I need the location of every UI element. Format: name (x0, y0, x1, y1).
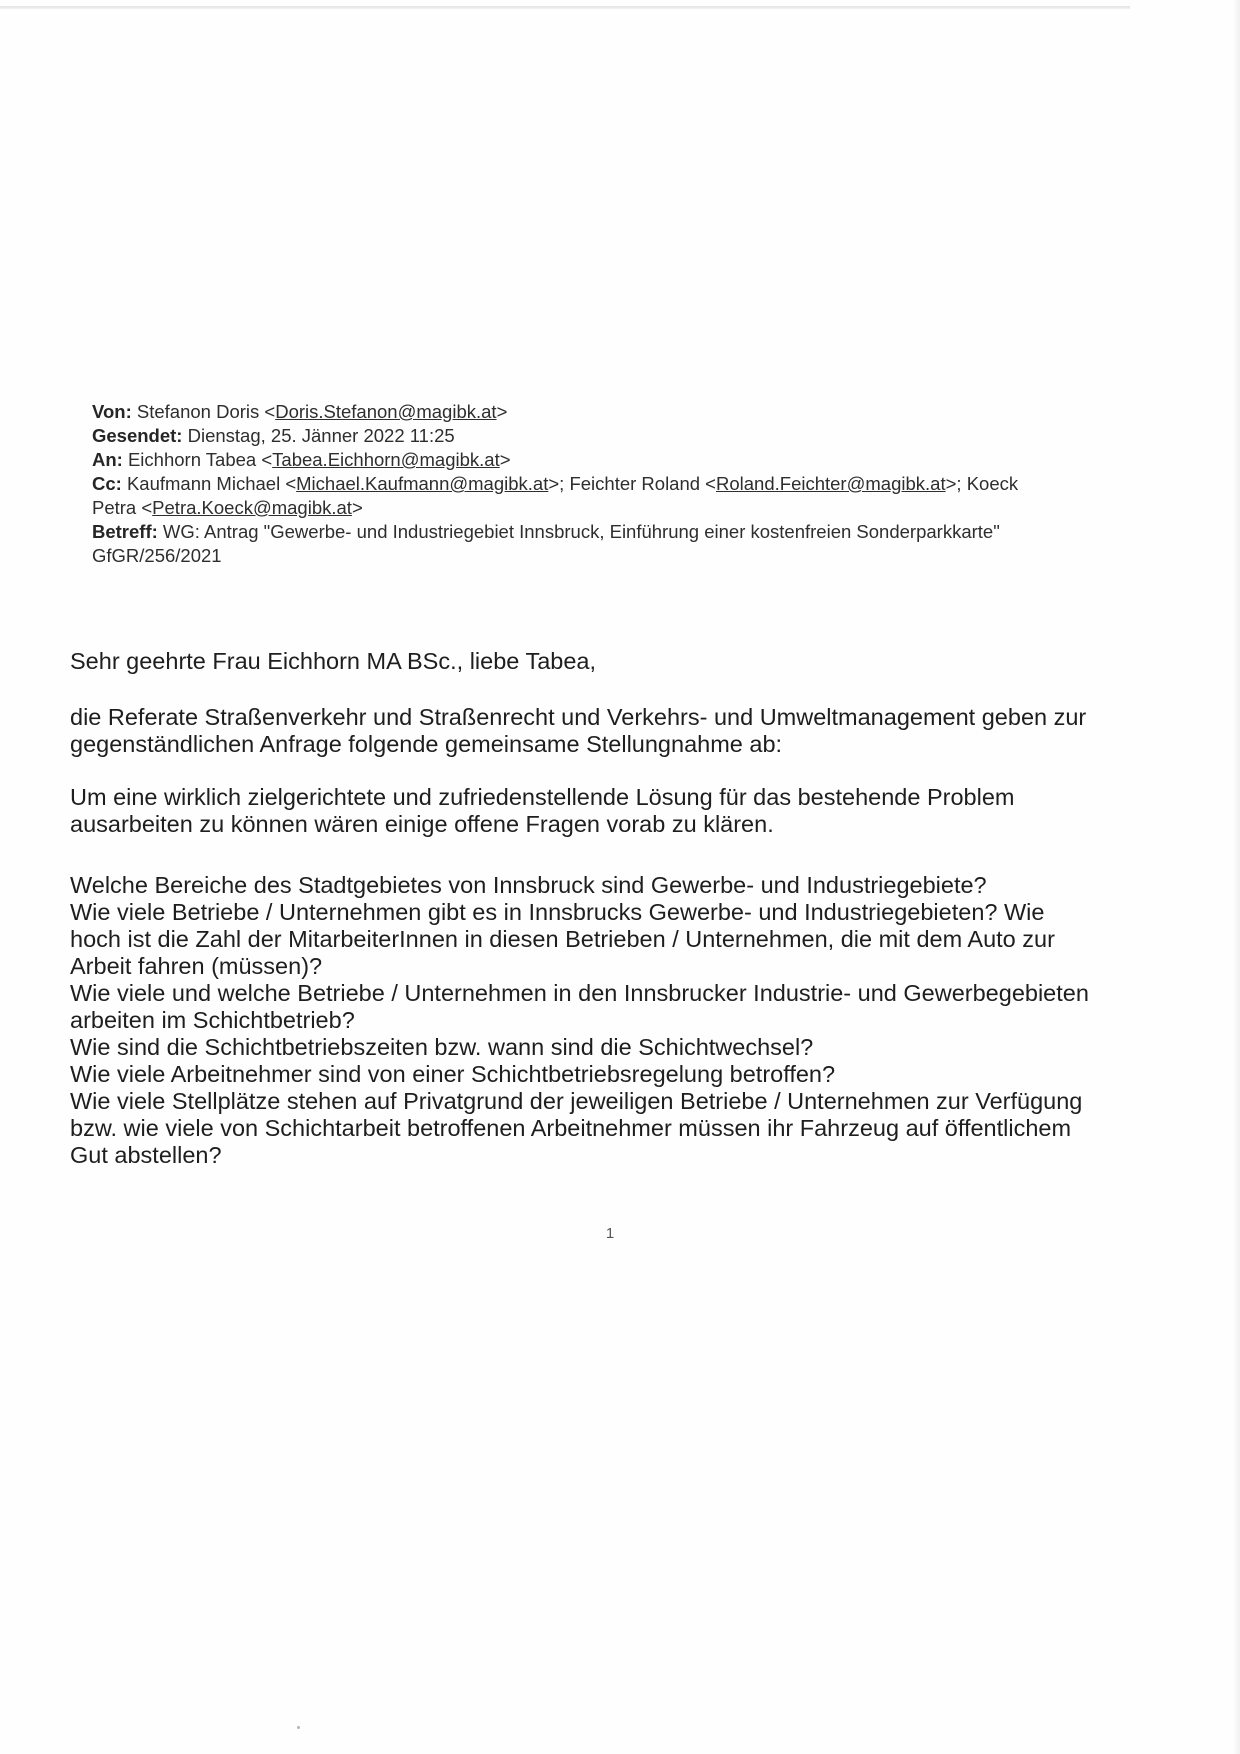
letter-body (70, 648, 1160, 1169)
question-line: Wie viele Arbeitnehmer sind von einer Schichtbetriebsregelung betroffen? (70, 1061, 836, 1087)
questions-paragraph (70, 872, 1160, 1169)
cc-email-link-3[interactable]: Petra.Koeck@magibk.at (152, 497, 352, 518)
to-email-link[interactable]: Tabea.Eichhorn@magibk.at (272, 449, 500, 470)
to-name: Eichhorn Tabea (127, 449, 257, 470)
top-border-line (0, 6, 1130, 9)
to-row: An: Eichhorn Tabea <Tabea.Eichhorn@magibk.at> (92, 449, 511, 470)
email-header (92, 400, 1122, 568)
question-line: Wie sind die Schichtbetriebszeiten bzw. wann sind die Schichtwechsel? (70, 1034, 814, 1060)
subject-row: Betreff: WG: Antrag "Gewerbe- und Industriegebiet Innsbruck, Einführung einer kostenfreien Sonderparkkarte" GfGR/256/2021 (92, 521, 1000, 566)
cc-name-3-cont: Petra (92, 497, 137, 518)
subject-text: WG: Antrag "Gewerbe- und Industriegebiet Innsbruck, Einführung einer kostenfreien Sonderparkkarte" (162, 521, 1000, 542)
cc-name-1: Kaufmann Michael (126, 473, 281, 494)
context-paragraph: Um eine wirklich zielgerichtete und zufriedenstellende Lösung für das bestehende Problem ausarbeiten zu können wären einige offene Fragen vorab zu klären. (70, 784, 1015, 837)
cc-email-link-1[interactable]: Michael.Kaufmann@magibk.at (296, 473, 549, 494)
cc-email-link-2[interactable]: Roland.Feichter@magibk.at (716, 473, 946, 494)
cc-row: Cc: Kaufmann Michael <Michael.Kaufmann@magibk.at>; Feichter Roland <Roland.Feichter@magibk.at>; Koeck Petra <Petra.Koeck@magibk.at> (92, 473, 1019, 518)
question-line: Wie viele Stellplätze stehen auf Privatgrund der jeweiligen Betriebe / Unternehmen zur Verfügung (70, 1088, 1083, 1114)
sent-row: Gesendet: Dienstag, 25. Jänner 2022 11:25 (92, 425, 455, 446)
question-line: bzw. wie viele von Schichtarbeit betroffenen Arbeitnehmer müssen ihr Fahrzeug auf öffentlichem (70, 1115, 1072, 1141)
question-line: hoch ist die Zahl der MitarbeiterInnen in diesen Betrieben / Unternehmen, die mit dem Auto zur (70, 926, 1055, 952)
question-line: Wie viele Betriebe / Unternehmen gibt es in Innsbrucks Gewerbe- und Industriegebieten? Wie (70, 899, 1045, 925)
intro-paragraph: die Referate Straßenverkehr und Straßenrecht und Verkehrs- und Umweltmanagement geben zur gegenständlichen Anfrage folgende gemeinsame Stellungnahme ab: (70, 704, 1087, 757)
greeting: Sehr geehrte Frau Eichhorn MA BSc., liebe Tabea, (70, 648, 597, 674)
from-row: Von: Stefanon Doris <Doris.Stefanon@magibk.at> (92, 401, 508, 422)
cc-name-3: Koeck (966, 473, 1019, 494)
question-line: Gut abstellen? (70, 1142, 222, 1168)
page-number: 1 (605, 1225, 615, 1242)
question-line: Wie viele und welche Betriebe / Unternehmen in den Innsbrucker Industrie- und Gewerbegebieten (70, 980, 1089, 1006)
subject-reference: GfGR/256/2021 (92, 545, 222, 566)
scan-speck (297, 1726, 300, 1729)
cc-name-2: Feichter Roland (569, 473, 701, 494)
scan-edge-shadow (1232, 0, 1240, 1754)
question-line: Arbeit fahren (müssen)? (70, 953, 323, 979)
question-line: arbeiten im Schichtbetrieb? (70, 1007, 355, 1033)
from-email-link[interactable]: Doris.Stefanon@magibk.at (275, 401, 497, 422)
question-line: Welche Bereiche des Stadtgebietes von Innsbruck sind Gewerbe- und Industriegebiete? (70, 872, 987, 898)
sent-date: Dienstag, 25. Jänner 2022 11:25 (187, 425, 455, 446)
from-name: Stefanon Doris (136, 401, 260, 422)
